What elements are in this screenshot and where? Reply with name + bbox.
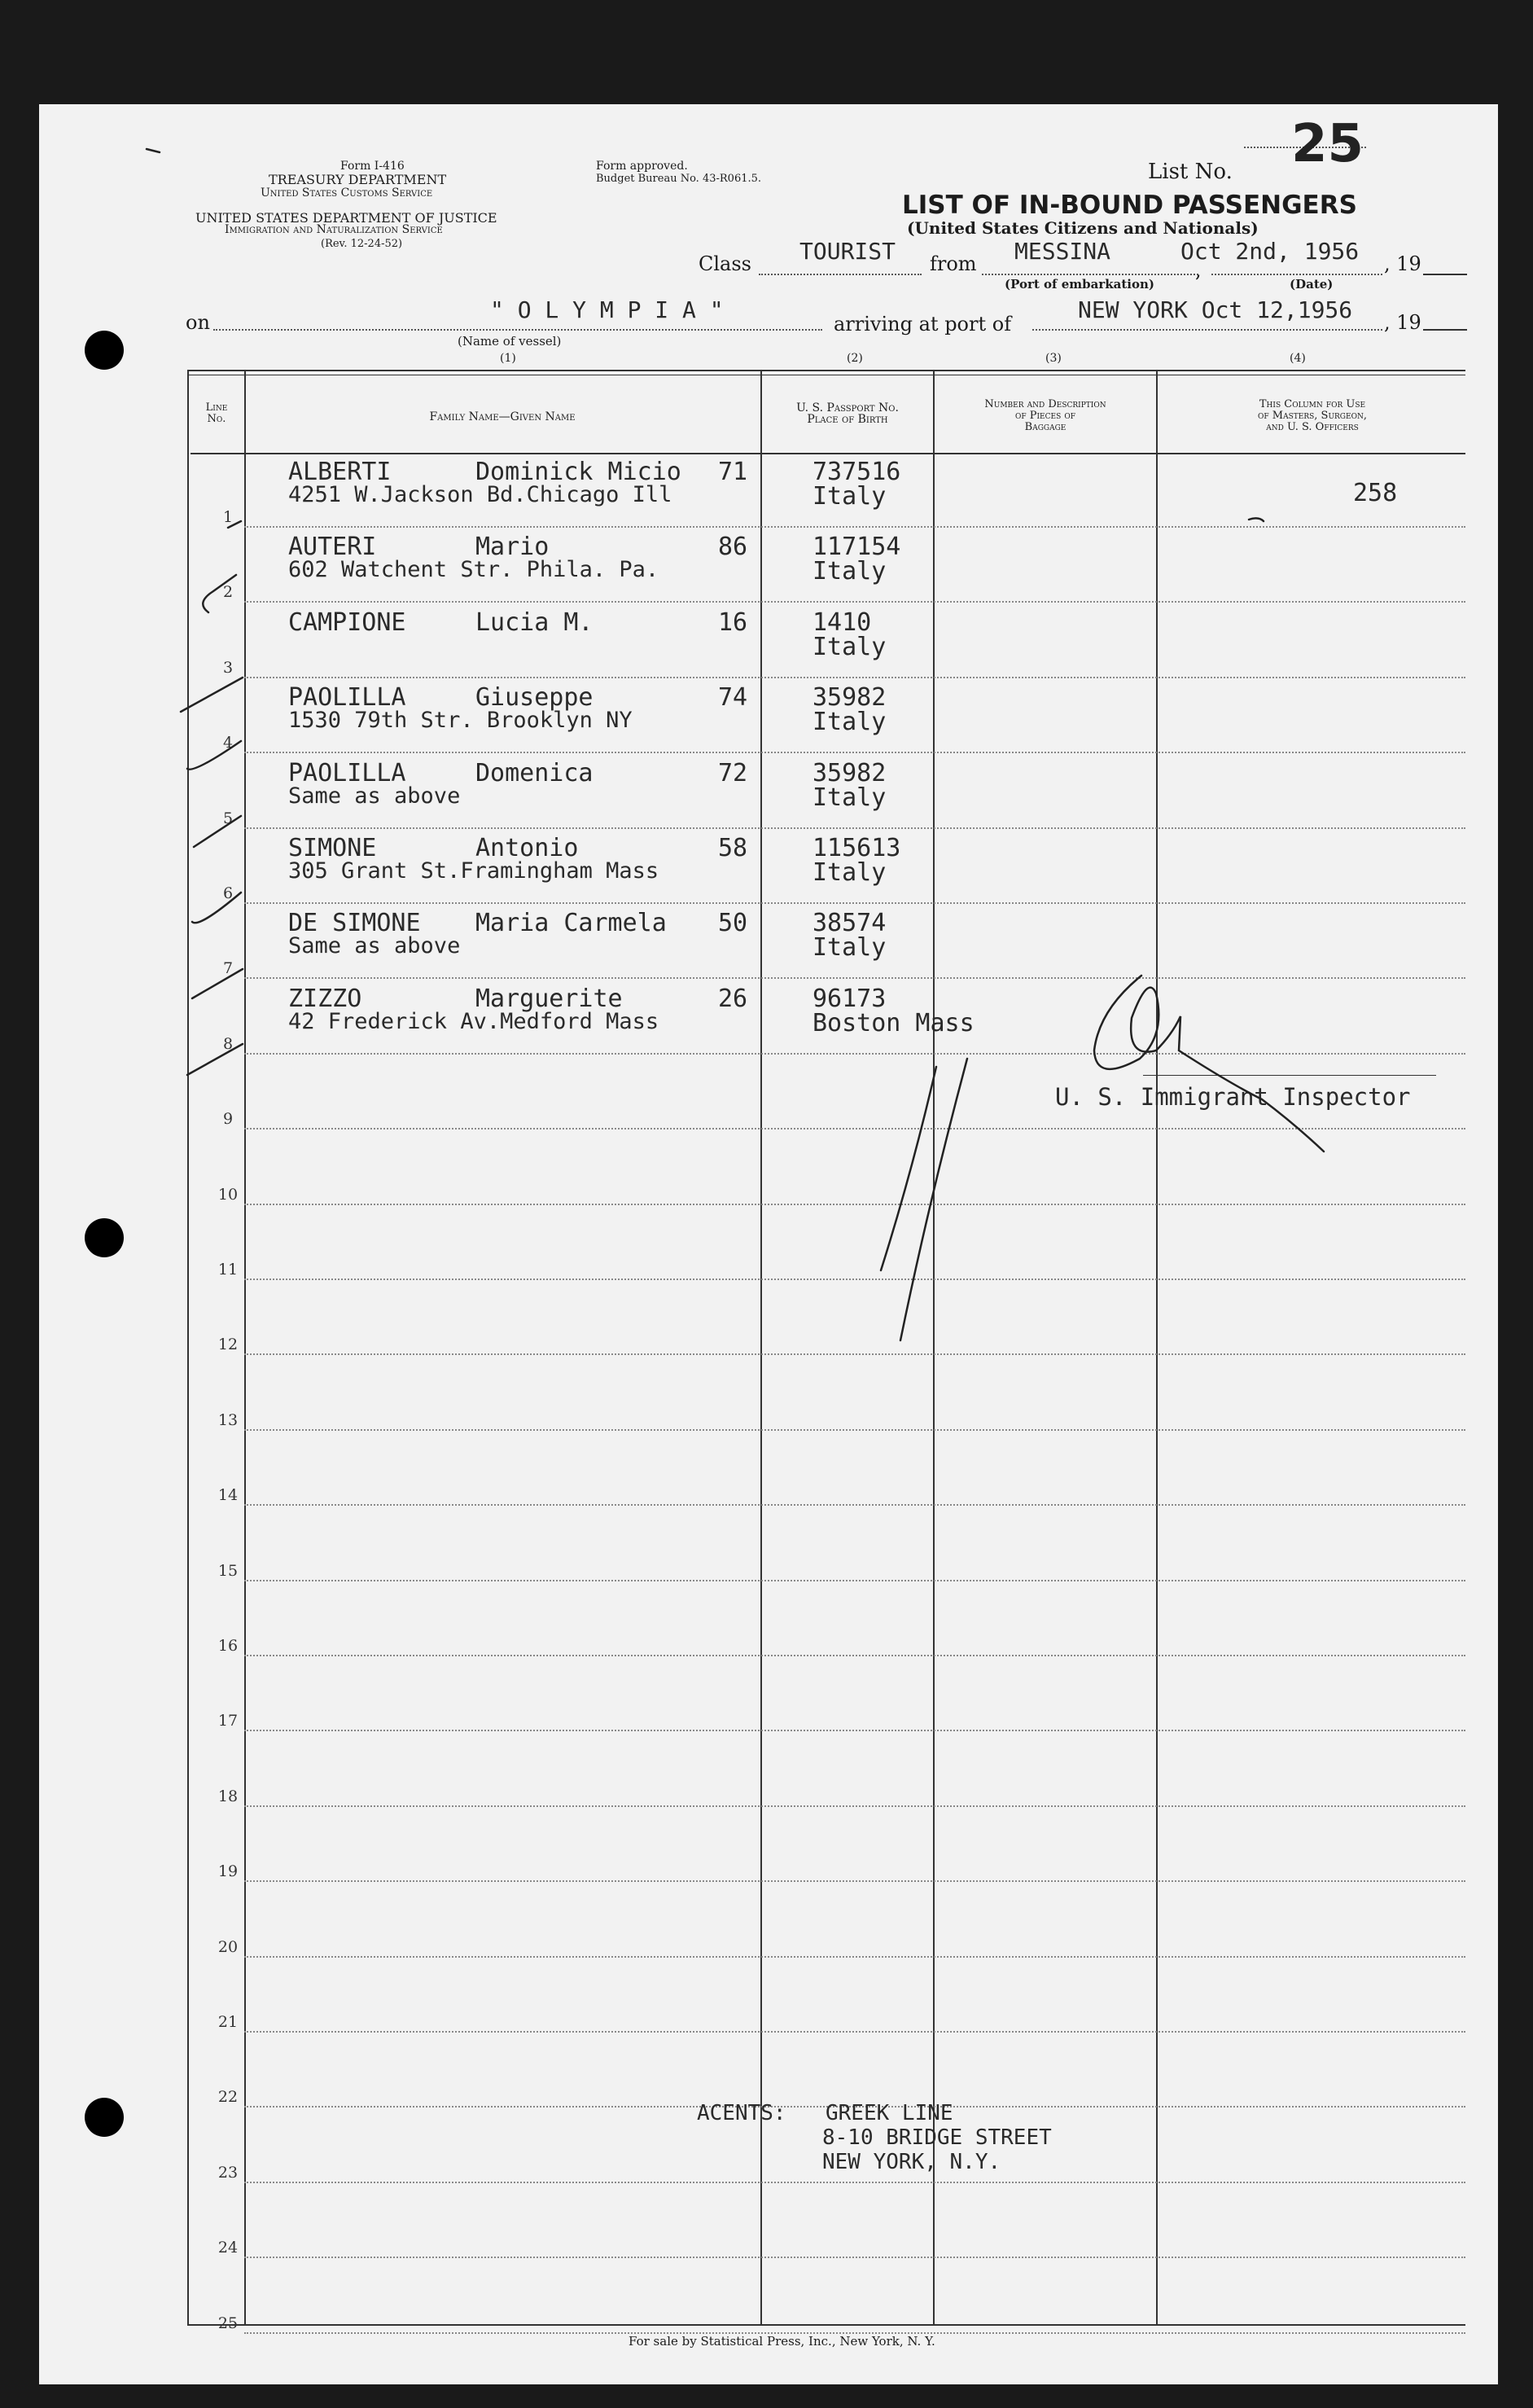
line-number: 11 xyxy=(217,1261,239,1279)
passport-number: 96173 xyxy=(812,984,887,1013)
line-number: 18 xyxy=(217,1787,239,1805)
column-number: (2) xyxy=(847,352,863,365)
age: 72 xyxy=(718,758,748,787)
checkmark xyxy=(192,969,243,998)
address: 602 Watchent Str. Phila. Pa. xyxy=(288,557,659,583)
given-name: Giuseppe xyxy=(475,683,593,713)
passport-number: 117154 xyxy=(812,533,901,562)
line-number: 9 xyxy=(222,1110,234,1129)
family-name: DE SIMONE xyxy=(288,909,421,938)
from-label: from xyxy=(930,252,977,275)
column-number: (1) xyxy=(500,352,516,365)
age: 86 xyxy=(718,533,748,562)
checkmark xyxy=(187,1044,243,1075)
pencil-mark xyxy=(1249,518,1264,521)
age: 74 xyxy=(718,683,748,713)
passport-number: 1410 xyxy=(812,607,872,637)
agent-line: 8-10 BRIDGE STREET xyxy=(822,2125,1052,2150)
on-label: on xyxy=(186,311,210,334)
age: 16 xyxy=(718,607,748,637)
family-name: PAOLILLA xyxy=(288,683,406,713)
treasury-department: TREASURY DEPARTMENT xyxy=(269,172,447,187)
family-name: SIMONE xyxy=(288,834,377,862)
passport-number: 35982 xyxy=(812,683,887,713)
vessel-value: " O L Y M P I A " xyxy=(490,296,724,323)
family-name: CAMPIONE xyxy=(288,607,406,637)
header-line-no: Line No. xyxy=(205,401,228,425)
passport-number: 38574 xyxy=(812,909,887,938)
place-of-birth: Italy xyxy=(812,783,887,812)
given-name: Antonio xyxy=(475,834,579,862)
header-passport: U. S. Passport No. Place of Birth xyxy=(796,401,899,426)
address: Same as above xyxy=(288,783,461,809)
column-number: (3) xyxy=(1045,352,1062,365)
line-number: 3 xyxy=(222,658,234,677)
comma: , xyxy=(1195,259,1202,282)
age: 58 xyxy=(718,834,748,862)
address: 1530 79th Str. Brooklyn NY xyxy=(288,708,633,734)
line-number: 12 xyxy=(217,1336,239,1354)
line-number: 1 xyxy=(222,508,234,526)
stray-mark xyxy=(147,149,160,152)
port-value: MESSINA xyxy=(1014,238,1111,265)
list-number: 25 xyxy=(1291,114,1364,174)
pen-stroke xyxy=(900,1059,967,1340)
arriving-label: arriving at port of xyxy=(834,313,1012,336)
given-name: Maria Carmela xyxy=(475,909,667,938)
address: Same as above xyxy=(288,933,461,959)
agent-line: NEW YORK, N.Y. xyxy=(822,2150,1001,2174)
class-value: TOURIST xyxy=(799,238,896,265)
family-name: AUTERI xyxy=(288,533,377,562)
place-of-birth: Boston Mass xyxy=(812,1008,975,1037)
line-number: 21 xyxy=(217,2013,239,2031)
passport-number: 737516 xyxy=(812,458,901,486)
port-caption: (Port of embarkation) xyxy=(1005,277,1154,292)
place-of-birth: Italy xyxy=(812,708,887,737)
checkmark xyxy=(194,816,241,847)
line-number: 23 xyxy=(217,2163,239,2182)
line-number: 14 xyxy=(217,1486,239,1505)
address: 4251 W.Jackson Bd.Chicago Ill xyxy=(288,482,672,507)
passport-number: 115613 xyxy=(812,834,901,862)
justice-department: UNITED STATES DEPARTMENT OF JUSTICE xyxy=(195,210,497,226)
officer-note: 258 xyxy=(1353,479,1398,507)
place-of-birth: Italy xyxy=(812,858,887,887)
column-number: (4) xyxy=(1290,352,1306,365)
year-prefix: , 19 xyxy=(1384,311,1421,334)
given-name: Lucia M. xyxy=(475,607,593,637)
class-label: Class xyxy=(699,252,751,275)
immigration-service: Immigration and Naturalization Service xyxy=(225,223,443,236)
form-revision: (Rev. 12-24-52) xyxy=(321,238,403,250)
place-of-birth: Italy xyxy=(812,933,887,963)
place-of-birth: Italy xyxy=(812,482,887,511)
line-number: 8 xyxy=(222,1034,234,1053)
line-number: 5 xyxy=(222,809,234,827)
address: 305 Grant St.Framingham Mass xyxy=(288,858,659,884)
address: 42 Frederick Av.Medford Mass xyxy=(288,1008,659,1034)
family-name: PAOLILLA xyxy=(288,758,406,787)
year-prefix: , 19 xyxy=(1384,252,1421,275)
inspector-stamp: U. S. Immigrant Inspector xyxy=(1055,1083,1411,1111)
checkmark xyxy=(181,678,243,712)
line-number: 24 xyxy=(217,2239,239,2257)
header-officers: This Column for Use of Masters, Surgeon, and U. S. Officers xyxy=(1258,398,1367,433)
line-number: 6 xyxy=(222,884,234,902)
checkmark xyxy=(192,893,241,923)
header-name: Family Name—Given Name xyxy=(429,410,576,423)
date-caption: (Date) xyxy=(1290,277,1334,292)
line-number: 7 xyxy=(222,959,234,978)
given-name: Marguerite xyxy=(475,984,623,1013)
line-number: 10 xyxy=(217,1185,239,1204)
date-value: Oct 2nd, 1956 xyxy=(1180,238,1360,265)
line-number: 22 xyxy=(217,2088,239,2107)
line-number: 15 xyxy=(217,1561,239,1580)
place-of-birth: Italy xyxy=(812,557,887,586)
place-of-birth: Italy xyxy=(812,632,887,661)
customs-service: United States Customs Service xyxy=(261,186,433,200)
checkmark xyxy=(187,741,241,770)
line-number: 25 xyxy=(217,2314,239,2332)
given-name: Domenica xyxy=(475,758,593,787)
passport-number: 35982 xyxy=(812,758,887,787)
header-baggage: Number and Description of Pieces of Baggage xyxy=(984,398,1106,433)
line-number: 16 xyxy=(217,1637,239,1655)
form-number: Form I-416 xyxy=(340,160,405,173)
age: 71 xyxy=(718,458,748,486)
line-number: 17 xyxy=(217,1712,239,1730)
list-no-label: List No. xyxy=(1148,160,1233,184)
family-name: ALBERTI xyxy=(288,458,392,486)
footer-printer: For sale by Statistical Press, Inc., New York, N. Y. xyxy=(629,2334,935,2349)
age: 50 xyxy=(718,909,748,938)
agents-label: ACENTS: xyxy=(697,2101,786,2125)
line-number: 4 xyxy=(222,734,234,752)
form-approved: Form approved. xyxy=(596,160,688,173)
budget-bureau-number: Budget Bureau No. 43-R061.5. xyxy=(596,173,762,185)
checkmark xyxy=(228,521,241,528)
vessel-caption: (Name of vessel) xyxy=(458,334,562,349)
agent-line: GREEK LINE xyxy=(826,2101,953,2125)
line-number: 19 xyxy=(217,1862,239,1881)
age: 26 xyxy=(718,984,748,1013)
line-number: 13 xyxy=(217,1410,239,1429)
given-name: Mario xyxy=(475,533,550,562)
family-name: ZIZZO xyxy=(288,984,362,1013)
given-name: Dominick Micio xyxy=(475,458,681,486)
page-title: LIST OF IN-BOUND PASSENGERS xyxy=(902,191,1357,220)
pen-stroke xyxy=(881,1067,936,1270)
line-number: 20 xyxy=(217,1937,239,1956)
page-subtitle: (United States Citizens and Nationals) xyxy=(907,218,1259,238)
line-number: 2 xyxy=(222,583,234,602)
checkmark xyxy=(203,575,236,612)
arrival-value: NEW YORK Oct 12,1956 xyxy=(1078,296,1353,323)
inspector-signature xyxy=(1094,976,1324,1151)
